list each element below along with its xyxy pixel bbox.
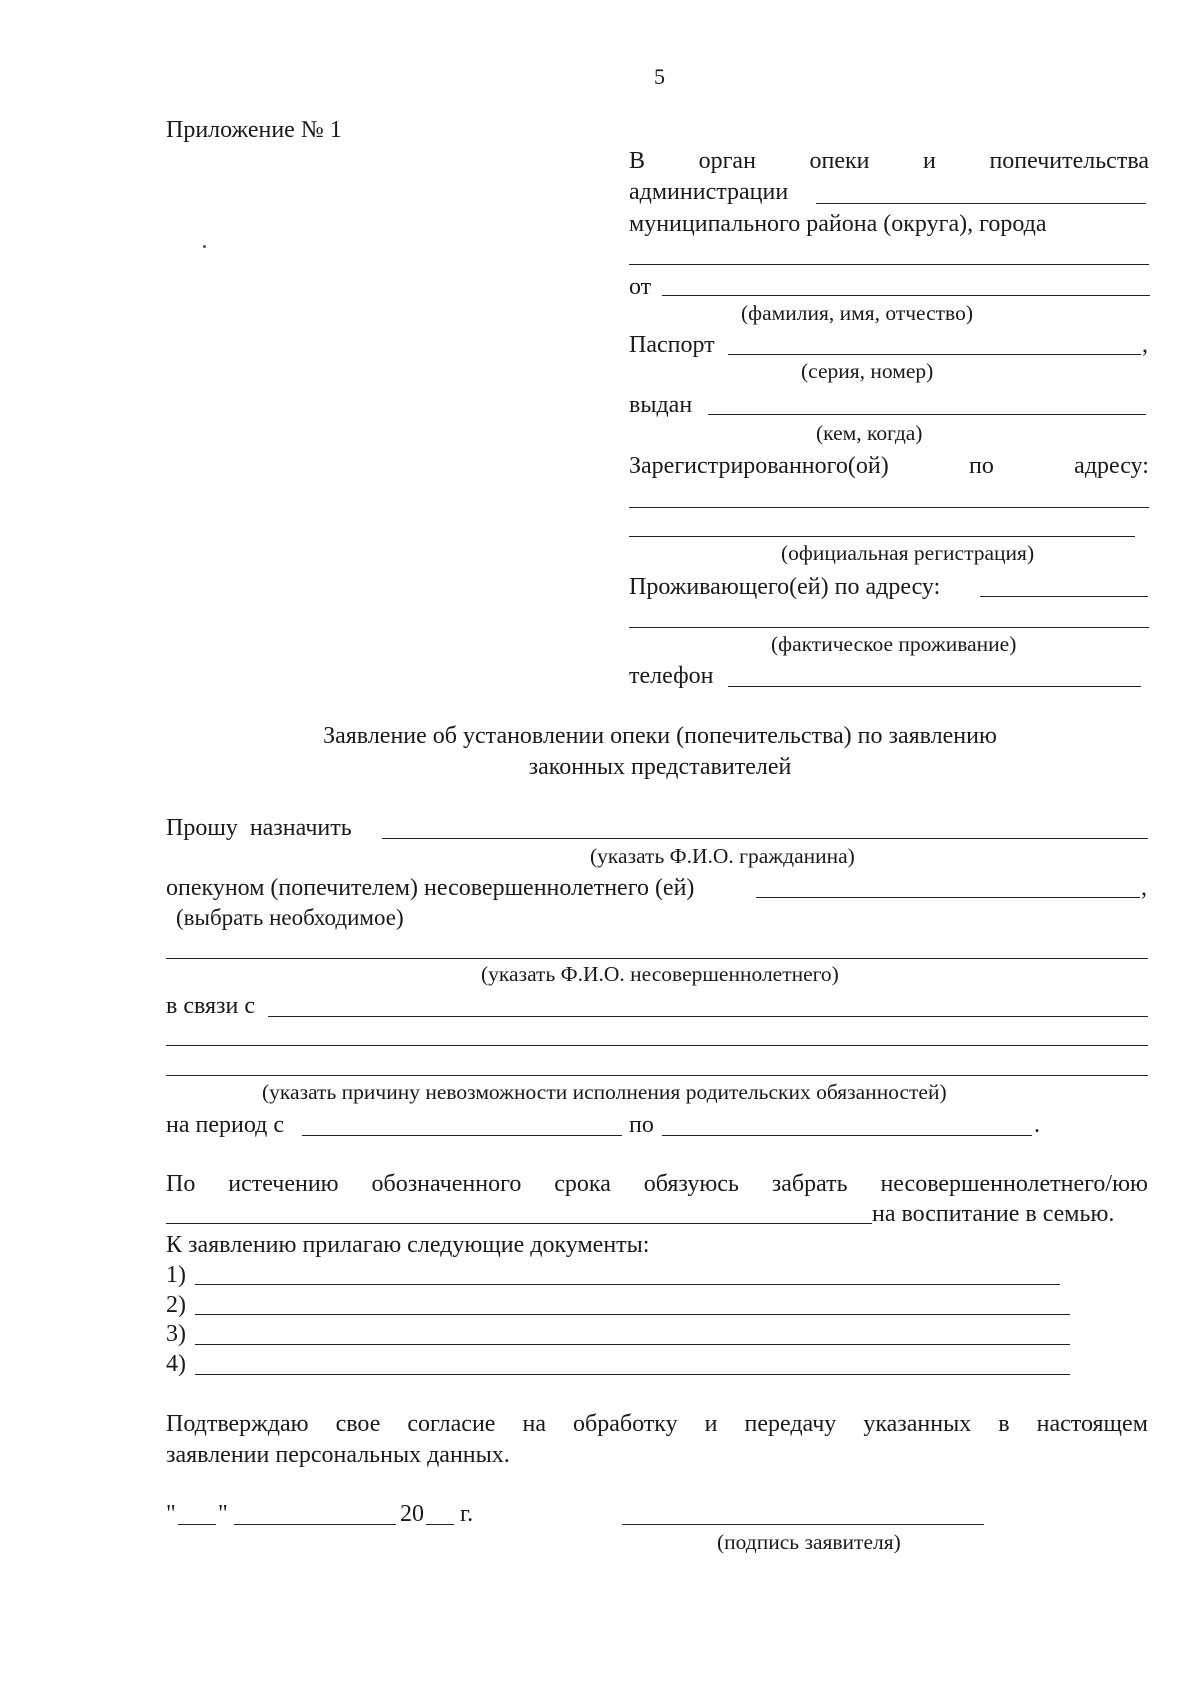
passport-hint: (серия, номер) <box>801 359 934 383</box>
period-end-blank[interactable] <box>662 1135 1032 1136</box>
obligation-word: несовершеннолетнего/юю <box>880 1171 1148 1197</box>
obligation-word: срока <box>554 1171 611 1197</box>
issued-hint: (кем, когда) <box>816 421 923 445</box>
registered-word: Зарегистрированного(ой) <box>629 453 889 479</box>
residence-hint: (фактическое проживание) <box>771 632 1017 656</box>
registration-blank-2[interactable] <box>629 536 1135 537</box>
passport-label: Паспорт <box>629 332 715 358</box>
issued-blank[interactable] <box>708 414 1146 415</box>
document-item-blank[interactable] <box>195 1284 1060 1285</box>
guardian-comma: , <box>1141 875 1147 901</box>
period-to-label: по <box>629 1112 654 1138</box>
obligation-tail: на воспитание в семью. <box>872 1201 1115 1227</box>
residing-label: Проживающего(ей) по адресу: <box>629 574 941 600</box>
obligation-word: забрать <box>771 1171 848 1197</box>
passport-comma: , <box>1142 332 1148 358</box>
reason-blank-3[interactable] <box>166 1075 1148 1076</box>
administration-label: администрации <box>629 179 789 205</box>
signature-blank[interactable] <box>622 1524 984 1525</box>
minor-hint: (указать Ф.И.О. несовершеннолетнего) <box>481 962 839 986</box>
request-word: назначить <box>249 815 352 841</box>
consent-word: на <box>522 1411 546 1437</box>
addressee-word: и <box>923 148 936 174</box>
registered-word: по <box>969 453 994 479</box>
request-word: Прошу <box>166 815 238 841</box>
reason-blank-2[interactable] <box>166 1045 1148 1046</box>
consent-line-1 <box>166 1412 1148 1436</box>
reason-hint: (указать причину невозможности исполнения родительских обязанностей) <box>262 1080 947 1104</box>
reason-blank-1[interactable] <box>268 1016 1148 1017</box>
residing-blank-2[interactable] <box>629 627 1149 628</box>
citizen-hint: (указать Ф.И.О. гражданина) <box>590 844 855 868</box>
period-label: на период с <box>166 1112 285 1138</box>
phone-label: телефон <box>629 663 714 689</box>
document-item-number: 3) <box>166 1321 186 1347</box>
document-title-line-2: законных представителей <box>528 754 792 780</box>
document-title-line-1: Заявление об установлении опеки (попечительства) по заявлению <box>323 723 997 749</box>
date-open-quote: " <box>166 1501 176 1527</box>
registered-line <box>629 454 1149 478</box>
document-item-blank[interactable] <box>195 1374 1070 1375</box>
consent-word: обработку <box>573 1411 678 1437</box>
residing-blank-1[interactable] <box>980 596 1148 597</box>
signature-hint: (подпись заявителя) <box>717 1530 901 1554</box>
date-day-blank[interactable] <box>178 1524 216 1525</box>
from-label: от <box>629 274 652 300</box>
obligation-word: обозначенного <box>371 1171 522 1197</box>
consent-word: передачу <box>744 1411 837 1437</box>
scan-speck <box>203 245 206 248</box>
year-prefix: 20 <box>400 1501 424 1527</box>
obligation-blank[interactable] <box>166 1223 872 1224</box>
addressee-word: орган <box>698 148 756 174</box>
date-month-blank[interactable] <box>234 1524 396 1525</box>
year-suffix: г. <box>460 1501 474 1527</box>
date-close-quote: " <box>218 1501 228 1527</box>
obligation-word: По <box>166 1171 196 1197</box>
consent-word: свое <box>335 1411 381 1437</box>
consent-word: в <box>998 1411 1010 1437</box>
guardian-line: опекуном (попечителем) несовершеннолетнего (ей) <box>166 875 695 901</box>
document-item-blank[interactable] <box>195 1344 1070 1345</box>
consent-word: настоящем <box>1036 1411 1148 1437</box>
obligation-word: истечению <box>228 1171 339 1197</box>
period-start-blank[interactable] <box>302 1135 622 1136</box>
appendix-label: Приложение № 1 <box>166 117 342 143</box>
document-item-number: 1) <box>166 1262 186 1288</box>
addressee-line-1 <box>629 149 1149 173</box>
minor-fio-blank[interactable] <box>166 958 1148 959</box>
period-end-dot: . <box>1034 1112 1040 1138</box>
reason-label: в связи с <box>166 993 256 1019</box>
document-item-number: 2) <box>166 1292 186 1318</box>
municipality-label: муниципального района (округа), города <box>629 211 1047 237</box>
document-item-blank[interactable] <box>195 1314 1070 1315</box>
consent-word: и <box>704 1411 718 1437</box>
passport-blank[interactable] <box>728 354 1141 355</box>
consent-word: указанных <box>863 1411 972 1437</box>
guardian-blank[interactable] <box>756 897 1140 898</box>
addressee-word: опеки <box>809 148 870 174</box>
registered-word: адресу: <box>1074 453 1149 479</box>
citizen-fio-blank[interactable] <box>382 838 1148 839</box>
obligation-word: обязуюсь <box>643 1171 739 1197</box>
registration-hint: (официальная регистрация) <box>781 541 1035 565</box>
registration-blank-1[interactable] <box>629 507 1149 508</box>
obligation-line <box>166 1172 1148 1196</box>
fio-hint: (фамилия, имя, отчество) <box>741 301 973 325</box>
consent-line-2: заявлении персональных данных. <box>166 1442 510 1468</box>
addressee-word: попечительства <box>989 148 1149 174</box>
consent-word: согласие <box>407 1411 496 1437</box>
city-blank[interactable] <box>629 264 1149 265</box>
request-label <box>166 816 352 840</box>
document-item-number: 4) <box>166 1351 186 1377</box>
consent-word: Подтверждаю <box>166 1411 309 1437</box>
date-year-blank[interactable] <box>426 1524 454 1525</box>
page-number: 5 <box>654 64 665 89</box>
phone-blank[interactable] <box>728 686 1141 687</box>
administration-blank[interactable] <box>816 203 1146 204</box>
addressee-word: В <box>629 148 646 174</box>
documents-label: К заявлению прилагаю следующие документы: <box>166 1232 650 1258</box>
applicant-fio-blank[interactable] <box>662 295 1150 296</box>
choose-hint: (выбрать необходимое) <box>176 905 404 930</box>
issued-label: выдан <box>629 392 693 418</box>
